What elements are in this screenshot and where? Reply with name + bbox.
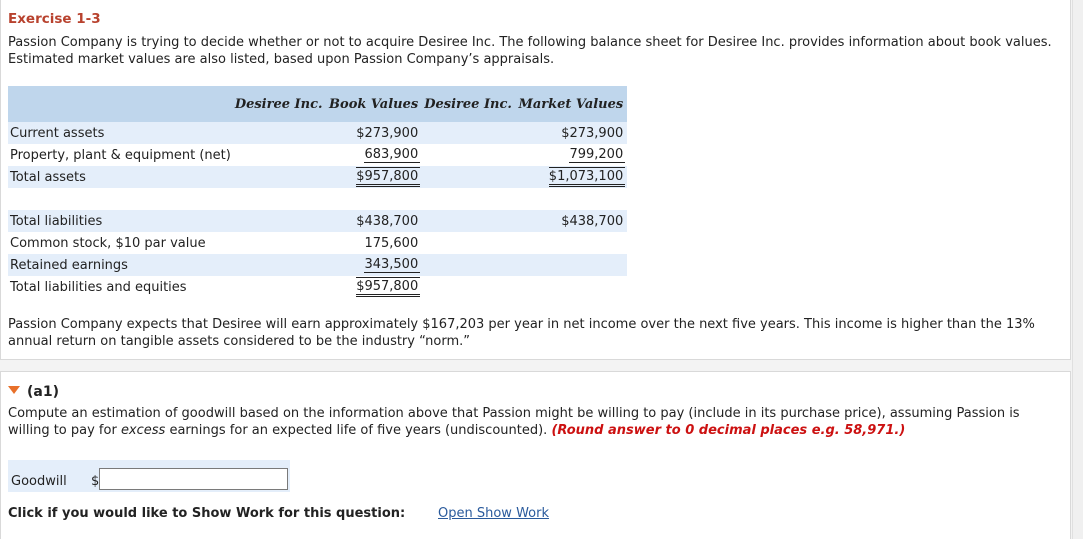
table-row (8, 188, 627, 210)
market-value: $1,073,100 (549, 167, 625, 187)
intro-text: Passion Company is trying to decide whether or not to acquire Desiree Inc. The following balance sheet for Desiree Inc. provides information about book values. Estimated market values are also listed, based upon Passion Company’s appraisals. (8, 35, 1052, 67)
exercise-title: Exercise 1-3 (8, 11, 101, 27)
part-header[interactable] (8, 384, 59, 400)
book-value: $438,700 (356, 213, 419, 229)
row-label: Property, plant & equipment (net) (8, 144, 233, 166)
row-label: Total liabilities (8, 210, 233, 232)
table-row (8, 254, 627, 276)
table-header-row (8, 86, 627, 122)
book-value: 683,900 (364, 147, 419, 162)
goodwill-answer-row (8, 460, 290, 492)
collapse-triangle-icon[interactable] (8, 386, 20, 394)
row-label: Total liabilities and equities (8, 276, 233, 298)
table-row (8, 144, 627, 166)
row-label: Common stock, $10 par value (8, 232, 233, 254)
part-label: (a1) (27, 384, 59, 400)
question-text: Compute an estimation of goodwill based on the information above that Passion might be willing to pay (include in its purchase price), assuming Passion is willing to pay for excess earnings for an expected life of five years (undiscounted). (Round answer to 0 decimal places e.g. 58,971.) (8, 406, 1020, 438)
rounding-instruction: (Round answer to 0 decimal places e.g. 58,971.) (551, 423, 906, 438)
show-work-prompt: Click if you would like to Show Work for this question: (8, 506, 406, 521)
table-row (8, 210, 627, 232)
book-value: 343,500 (364, 257, 419, 272)
book-value: $957,800 (356, 167, 420, 187)
currency-symbol: $ (91, 474, 100, 489)
book-value: $273,900 (356, 125, 419, 141)
table-row (8, 276, 627, 298)
expectation-text: Passion Company expects that Desiree will earn approximately $167,203 per year in net income over the next five years. This income is higher than the 13% annual return on tangible assets considered to be the industry “norm.” (8, 317, 1035, 349)
table-row (8, 122, 627, 144)
table-row (8, 166, 627, 188)
table-row (8, 232, 627, 254)
row-label: Retained earnings (8, 254, 233, 276)
row-label: Total assets (8, 166, 233, 188)
book-values-header: Desiree Inc. Book Values (233, 86, 422, 122)
market-value: $438,700 (561, 213, 624, 229)
row-label (8, 188, 233, 210)
market-values-header: Desiree Inc. Market Values (422, 86, 627, 122)
goodwill-label: Goodwill (11, 474, 67, 489)
open-show-work-link[interactable]: Open Show Work (438, 506, 549, 521)
vertical-scrollbar[interactable] (1072, 0, 1083, 539)
market-value: 799,200 (569, 147, 624, 162)
book-value: 175,600 (364, 235, 419, 251)
book-value: $957,800 (356, 277, 420, 297)
goodwill-input[interactable] (99, 468, 288, 490)
balance-sheet-table (8, 86, 627, 298)
row-label: Current assets (8, 122, 233, 144)
market-value: $273,900 (561, 125, 624, 141)
